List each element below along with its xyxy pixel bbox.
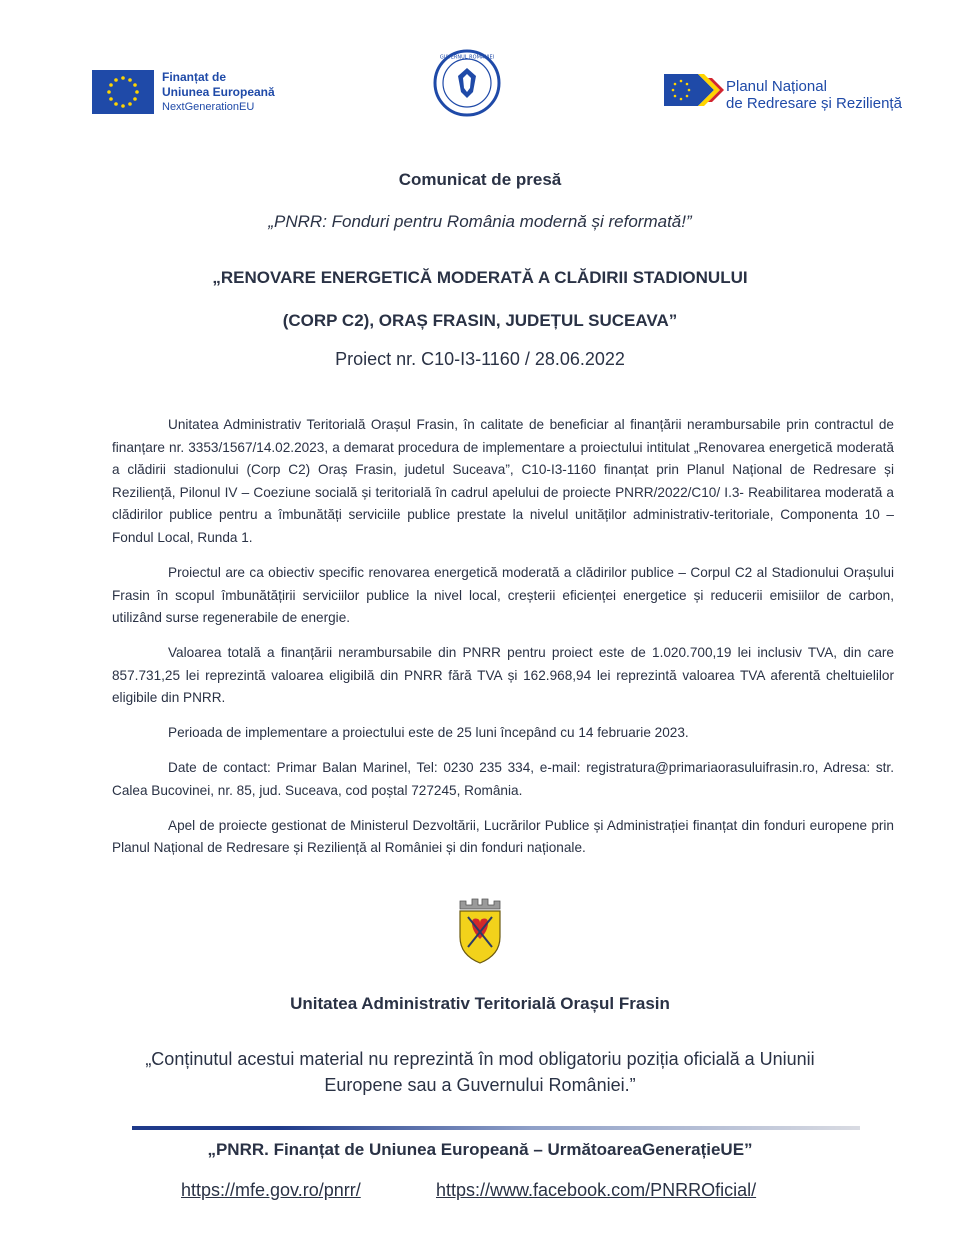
press-release-title: Comunicat de presă	[398, 170, 562, 189]
paragraph-implementation-period: Perioada de implementare a proiectului este de 25 luni începând cu 14 februarie 2023.	[168, 725, 689, 741]
pnrr-facebook-link[interactable]: https://www.facebook.com/PNRROficial/	[436, 1180, 757, 1200]
footer-motto: „PNRR. Finanțat de Uniunea Europeană – UrmătoareaGenerațieUE”	[207, 1140, 753, 1159]
press-release-body	[112, 414, 894, 872]
government-seal-icon	[432, 48, 502, 118]
disclaimer-line2: Europene sau a Guvernului României.”	[324, 1075, 636, 1095]
gov-seal-text: GUVERNUL ROMÂNIEI	[439, 54, 495, 61]
project-number: Proiect nr. C10-I3-1160 / 28.06.2022	[335, 349, 625, 369]
paragraph-contact: Date de contact: Primar Balan Marinel, Tel: 0230 235 334, e-mail: registratura@primariaorasuluifrasin.ro, Adresa: str. Calea Bucovinei, nr. 85, jud. Suceava, cod poștal 727245, România.	[112, 760, 894, 798]
frasin-coat-of-arms-icon	[456, 893, 504, 965]
eu-logo-line3: NextGenerationEU	[162, 101, 255, 113]
pnrr-logo-line1: Planul Național	[726, 78, 827, 95]
pnrr-logo-text	[726, 78, 902, 112]
eu-logo-text	[162, 70, 275, 115]
pnrr-motto: „PNRR: Fonduri pentru România modernă și reformată!”	[268, 212, 692, 231]
paragraph-funding-value: Valoarea totală a finanțării nerambursabile din PNRR pentru proiect este de 1.020.700,19 lei inclusiv TVA, din care 857.731,25 lei reprezintă valoarea eligibilă din PNRR fără TVA și 162.968,94 lei reprezintă valoarea TVA aferentă cheltuielilor eligibile din PNRR.	[112, 645, 894, 706]
footer-divider	[132, 1126, 860, 1130]
eu-logo-line2: Uniunea Europeană	[162, 85, 275, 99]
eu-logo-line1: Finanțat de	[162, 70, 227, 84]
disclaimer	[0, 1046, 960, 1098]
project-title-line2: (CORP C2), ORAȘ FRASIN, JUDEȚUL SUCEAVA”	[282, 311, 678, 330]
project-title-line1: „RENOVARE ENERGETICĂ MODERATĂ A CLĂDIRII STADIONULUI	[212, 268, 748, 287]
pnrr-arrow-icon	[664, 70, 724, 110]
paragraph-call-management: Apel de proiecte gestionat de Ministerul Dezvoltării, Lucrărilor Publice și Administrației finanțat din fonduri europene prin Planul Național de Redresare și Reziliență al României și din fonduri naționale.	[112, 817, 894, 856]
institution-name: Unitatea Administrativ Teritorială Orașul Frasin	[290, 994, 670, 1013]
disclaimer-line1: „Conținutul acestui material nu reprezintă în mod obligatoriu poziția oficială a Uniunii	[145, 1049, 815, 1069]
paragraph-objective: Proiectul are ca obiectiv specific renovarea energetică moderată a clădirilor publice – Corpul C2 al Stadionului Orașului Frasin în scopul îmbunătățirii serviciilor publice la nivel local, creșterii eficienței energetice și reducerii emisiilor de carbon, utilizând surse regenerabile de energie.	[112, 564, 894, 626]
pnrr-logo	[664, 70, 924, 114]
eu-flag-icon	[92, 70, 154, 114]
eu-funding-logo	[92, 70, 292, 116]
paragraph-beneficiary: Unitatea Administrativ Teritorială Orașul Frasin, în calitate de beneficiar al finanțării nerambursabile prin contractul de finanțare nr. 3353/1567/14.02.2023, a demarat procedura de implementare a proiectului intitulat „Renovarea energetică moderată a clădirii stadionului (Corp C2) Oraș Frasin, judetul Suceava”, C10-I3-1160 finanțat prin Planul Național de Redresare și Reziliență, Pilonul IV – Coeziune socială și teritorială în cadrul apelului de proiecte PNRR/2022/C10/ I.3- Reabilitarea moderată a clădirilor publice pentru a îmbunătăți serviciile publice prestate la nivelul unităților administrativ-teritoriale, Componenta 10 – Fondul Local, Runda 1.	[112, 417, 894, 545]
pnrr-logo-line2: de Redresare și Reziliență	[726, 95, 902, 112]
mfe-pnrr-link[interactable]: https://mfe.gov.ro/pnrr/	[181, 1180, 361, 1200]
